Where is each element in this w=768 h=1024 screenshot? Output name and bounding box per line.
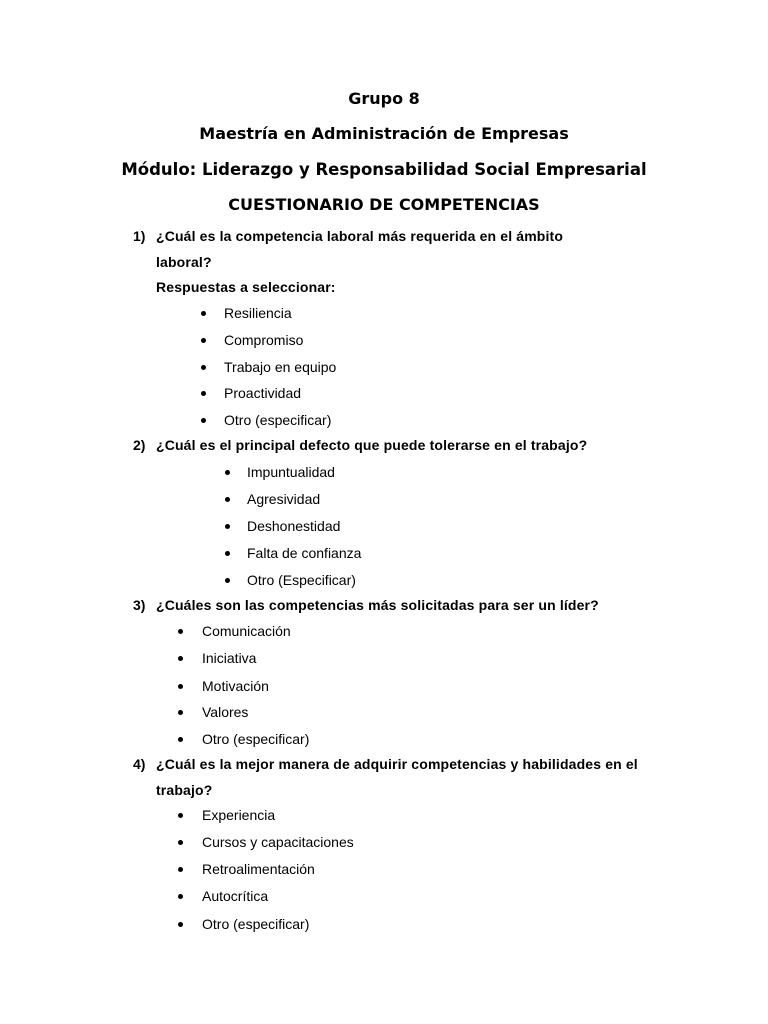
module-heading: Módulo: Liderazgo y Responsabilidad Social Empresarial [121, 160, 647, 179]
option-item: Proactividad [224, 385, 302, 401]
bullet-icon [201, 311, 206, 316]
option-item: Falta de confianza [247, 545, 362, 561]
question-text: ¿Cuál es la competencia laboral más requerida en el ámbito laboral? [156, 228, 564, 270]
bullet-icon [201, 365, 206, 370]
bullet-icon [201, 418, 206, 423]
bullet-icon [178, 813, 183, 818]
question-number: 3) [133, 597, 146, 613]
bullet-icon [178, 840, 183, 845]
bullet-icon [178, 894, 183, 899]
question-text: ¿Cuál es el principal defecto que puede tolerarse en el trabajo? [156, 437, 588, 453]
question-number: 2) [133, 437, 146, 453]
question-number: 1) [133, 228, 146, 244]
option-item: Otro (especificar) [202, 731, 310, 747]
option-item: Otro (especificar) [202, 916, 310, 932]
questionnaire-title: CUESTIONARIO DE COMPETENCIAS [228, 195, 540, 214]
option-item: Resiliencia [224, 305, 292, 321]
option-item: Valores [202, 704, 249, 720]
bullet-icon [225, 497, 230, 502]
option-item: Deshonestidad [247, 518, 341, 534]
bullet-icon [178, 684, 183, 689]
option-item: Autocrítica [202, 888, 269, 904]
option-item: Agresividad [247, 491, 321, 507]
group-heading: Grupo 8 [348, 89, 420, 108]
question-text: ¿Cuáles son las competencias más solicitadas para ser un líder? [156, 597, 599, 613]
option-item: Compromiso [224, 332, 304, 348]
option-item: Iniciativa [202, 650, 257, 666]
bullet-icon [225, 578, 230, 583]
question-text: ¿Cuál es la mejor manera de adquirir competencias y habilidades en el trabajo? [156, 756, 638, 798]
bullet-icon [178, 656, 183, 661]
bullet-icon [178, 922, 183, 927]
bullet-icon [201, 391, 206, 396]
option-item: Otro (Especificar) [247, 572, 356, 588]
bullet-icon [178, 737, 183, 742]
option-item: Retroalimentación [202, 861, 315, 877]
bullet-icon [225, 551, 230, 556]
bullet-icon [178, 867, 183, 872]
option-item: Motivación [202, 678, 269, 694]
bullet-icon [225, 524, 230, 529]
bullet-icon [178, 710, 183, 715]
answers-label: Respuestas a seleccionar: [156, 279, 336, 295]
program-heading: Maestría en Administración de Empresas [199, 124, 569, 143]
option-item: Cursos y capacitaciones [202, 834, 354, 850]
option-item: Comunicación [202, 623, 291, 639]
option-item: Impuntualidad [247, 464, 335, 480]
option-item: Trabajo en equipo [224, 359, 337, 375]
bullet-icon [225, 470, 230, 475]
option-item: Experiencia [202, 807, 276, 823]
question-number: 4) [133, 756, 146, 772]
bullet-icon [201, 338, 206, 343]
option-item: Otro (especificar) [224, 412, 332, 428]
bullet-icon [178, 629, 183, 634]
